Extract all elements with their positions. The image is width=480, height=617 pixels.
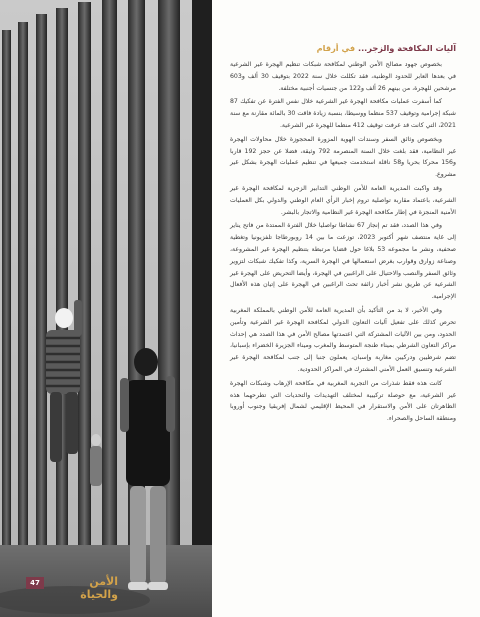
page-footer [8,574,118,601]
paragraph-1: بخصوص جهود مصالح الأمن الوطني لمكافحة شبكات تنظيم الهجرة غير الشرعية في بعدها العابر للحدود الوطنية، فقد تكللت خلال سنة 2022 بتوقيف 30 ألف و603 مرشحين للهجرة، من بينهم 26 ألف و122 من جنسيات أجنبية مختلفة. [230,61,456,92]
paragraph-5: وفي هذا الصدد، فقد تم إنجاز 67 نشاطا تواصليا خلال الفترة الممتدة من فاتح يناير إلى غاية منتصف شهر أكتوبر 2023، توزعت ما بين 14 روبورطاجا تلفزيونيا وتغطية صحفية، ونشر ما مجموعه 53 بلاغا حول قضايا مرتبطة بتنظيم الهجرة غير المشروعة، وصناعة زوارق وقوارب بغرض استعمالها في الهجرة السرية، وكذا تفكيك شبكات لتزوير وثائق السفر والنصب والاحتيال على الراغبين في الهجرة، وأيضا التحريض على الهجرة غير الشرعية عن طريق نشر أخبار زائفة تحث الراغبين في الهجرة على إتيان هذه الأفعال الإجرامية. [230,222,457,301]
paragraph-3: وبخصوص وثائق السفر وسندات الهوية المزورة المحجوزة خلال محاولات الهجرة غير النظامية، فقد بلغت خلال السنة المنصرمة 792 وثيقة، فضلا عن حجز 192 قاربا و156 محركا بحريا و58 ناقلة استخدمت جميعها في تنظيم عمليات الهجرة بشكل غير مشروع. [230,135,456,179]
paragraph-6: وفي الأخير، لا بد من التأكيد بأن المديرية العامة للأمن الوطني بالمملكة المغربية تحرص كذلك على تفعيل آليات التعاون الدولي لمكافحة الهجرة غير الشرعية وتأمين الحدود، ومن بين الآليات المشتركة التي اعتمدتها مصالح الأمن في هذا الصدد هي إحداث مراكز التعاون الشرطي بميناء طنجة المتوسط والمغرب وميناء الجزيرة الخضراء بإسبانيا، تضم شرطيين ودركيين مغاربة وإسبان، يعملون جنبا إلى جنب لمكافحة الهجرة غير الشرعية وتنسيق العمل الأمني المشترك في المراكز الحدودية. [230,306,456,373]
section-title-sub: في أرقام [316,43,356,53]
paragraph-4: وقد واكبت المديرية العامة للأمن الوطني التدابير الزجرية لمكافحة الهجرة غير الشرعية، باعتماد مقاربة تواصلية تروم إخبار الرأي العام الوطني والدولي بكل العمليات الأمنية المنجزة في إطار مكافحة الهجرة غير النظامية والاتجار بالبشر. [230,184,456,216]
magazine-name: الأمن والحياة [80,575,118,601]
photo-illustration [0,0,212,617]
page-number: 47 [26,577,44,589]
section-title-main: آليات المكافحة والزجر... [357,43,456,53]
article-body [230,42,456,427]
border-fence-photo [0,0,212,617]
section-title [230,42,456,54]
paragraph-2: كما أسفرت عمليات مكافحة الهجرة غير الشرعية خلال نفس الفترة عن تفكيك 87 شبكة إجرامية وتوقيف 537 منظما ووسيطا، بنسبة زيادة فاقت 30 بالمائة مقارنة مع سنة 2021، التي كانت قد عرفت توقيف 412 منظما للهجرة غير الشرعية. [230,98,456,129]
paragraph-7: كانت هذه فقط شذرات من التجربة المغربية في مكافحة الإرهاب وشبكات الهجرة غير الشرعية، مع حوصلة تركيبية لمختلف التهديدات والتحديات التي تطرحهما هذه الظاهرتان على الأمن والاستقرار في المحيط الإقليمي لشمال إفريقيا وجنوب أوروبا ومنطقة الساحل والصحراء. [230,379,456,423]
